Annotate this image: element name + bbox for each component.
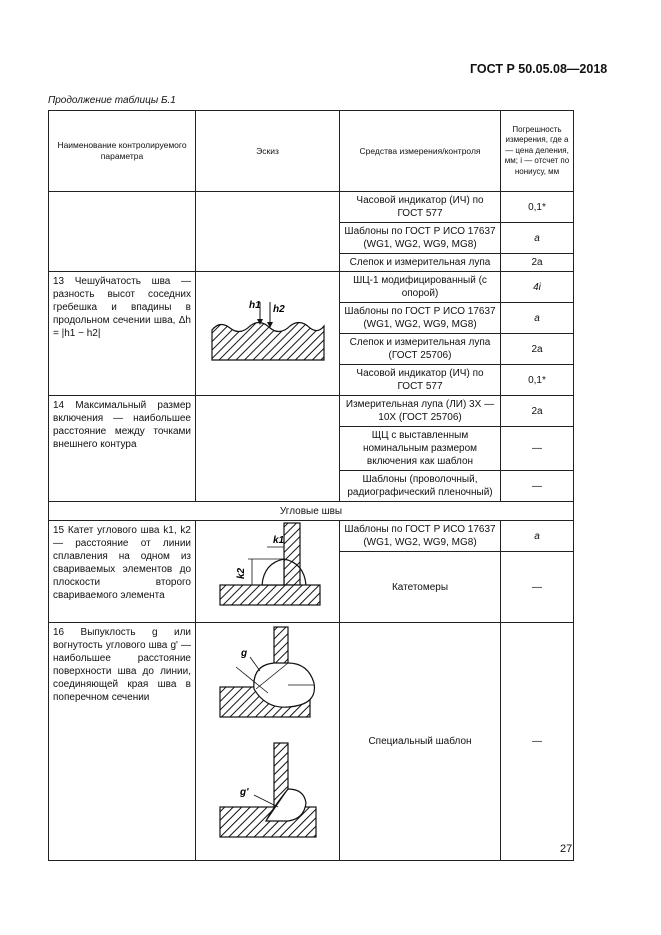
means-cell: Часовой индикатор (ИЧ) по ГОСТ 577 <box>340 365 501 396</box>
sketch-cell <box>196 521 340 623</box>
accuracy-cell: 2a <box>501 334 574 365</box>
accuracy-cell: a <box>501 521 574 552</box>
means-cell: Шаблоны (проволочный, радиографический пленочный) <box>340 471 501 502</box>
table-row <box>49 396 574 427</box>
col-means-header: Средства измерения/контроля <box>340 111 501 192</box>
col-param-header: Наименование контролируемого параметра <box>49 111 196 192</box>
means-cell: Шаблоны по ГОСТ Р ИСО 17637 (WG1, WG2, WG9, MG8) <box>340 223 501 254</box>
means-cell: Катетомеры <box>340 552 501 623</box>
means-cell: Шаблоны по ГОСТ Р ИСО 17637 (WG1, WG2, WG9, MG8) <box>340 303 501 334</box>
sketch-cell <box>196 272 340 396</box>
means-cell: Слепок и измерительная лупа (ГОСТ 25706) <box>340 334 501 365</box>
table-row <box>49 192 574 223</box>
section-row <box>49 502 574 521</box>
accuracy-cell: a <box>501 223 574 254</box>
label-h2: h2 <box>273 304 285 315</box>
accuracy-cell: — <box>501 471 574 502</box>
fillet-leg-sketch <box>196 521 339 617</box>
sketch-cell <box>196 623 340 861</box>
label-g-prime: g' <box>240 787 249 798</box>
standard-number: ГОСТ Р 50.05.08—2018 <box>470 62 608 76</box>
accuracy-cell: 2a <box>501 396 574 427</box>
param-cell: 13 Чешуйчатость шва — разность высот соседних гребешка и впадины в продольном сечении шва, Δh = |h1 − h2| <box>49 272 196 396</box>
label-k2: k2 <box>236 567 247 579</box>
accuracy-cell: — <box>501 427 574 471</box>
concave-weld <box>266 789 306 821</box>
accuracy-cell: — <box>501 623 574 861</box>
accuracy-cell: a <box>501 303 574 334</box>
param-cell: 16 Выпуклость g или вогнутость углового шва g' — наибольшее расстояние поверхности шва до линии, соединяющей края шва в поперечном сечении <box>49 623 196 861</box>
table-row <box>49 272 574 303</box>
table-row <box>49 521 574 552</box>
label-g: g <box>241 648 248 659</box>
page-number: 27 <box>560 843 573 855</box>
param-cell: 14 Максимальный размер включения — наибольшее расстояние между точками внешнего контура <box>49 396 196 502</box>
label-k1: k1 <box>273 535 285 546</box>
control-table <box>48 110 574 861</box>
convexity-sketch <box>196 623 339 855</box>
means-cell: ЩЦ с выставленным номинальным размером включения как шаблон <box>340 427 501 471</box>
means-cell: Специальный шаблон <box>340 623 501 861</box>
weld-surface <box>212 322 324 360</box>
means-cell: ШЦ-1 модифицированный (с опорой) <box>340 272 501 303</box>
means-cell: Слепок и измерительная лупа <box>340 254 501 272</box>
accuracy-cell: — <box>501 552 574 623</box>
section-title: Угловые швы <box>49 502 574 521</box>
means-cell: Шаблоны по ГОСТ Р ИСО 17637 (WG1, WG2, WG9, MG8) <box>340 521 501 552</box>
label-h1: h1 <box>249 300 261 311</box>
accuracy-cell: 4i <box>501 272 574 303</box>
col-accuracy-header: Погрешность измерения, где a — цена деления, мм; i — отсчет по нониусу, мм <box>501 111 574 192</box>
table-caption: Продолжение таблицы Б.1 <box>48 95 176 106</box>
accuracy-cell: 2a <box>501 254 574 272</box>
ripple-sketch <box>196 272 339 362</box>
accuracy-cell: 0,1* <box>501 365 574 396</box>
table-header <box>49 111 574 192</box>
col-sketch-header: Эскиз <box>196 111 340 192</box>
accuracy-cell: 0,1* <box>501 192 574 223</box>
weld-bead <box>262 559 284 585</box>
param-cell: 15 Катет углового шва k1, k2 — расстояние от линии сплавления на одном из свариваемых элементов до плоскости второго свариваемого элемента <box>49 521 196 623</box>
means-cell: Измерительная лупа (ЛИ) 3X — 10X (ГОСТ 25706) <box>340 396 501 427</box>
table-row <box>49 623 574 861</box>
means-cell: Часовой индикатор (ИЧ) по ГОСТ 577 <box>340 192 501 223</box>
